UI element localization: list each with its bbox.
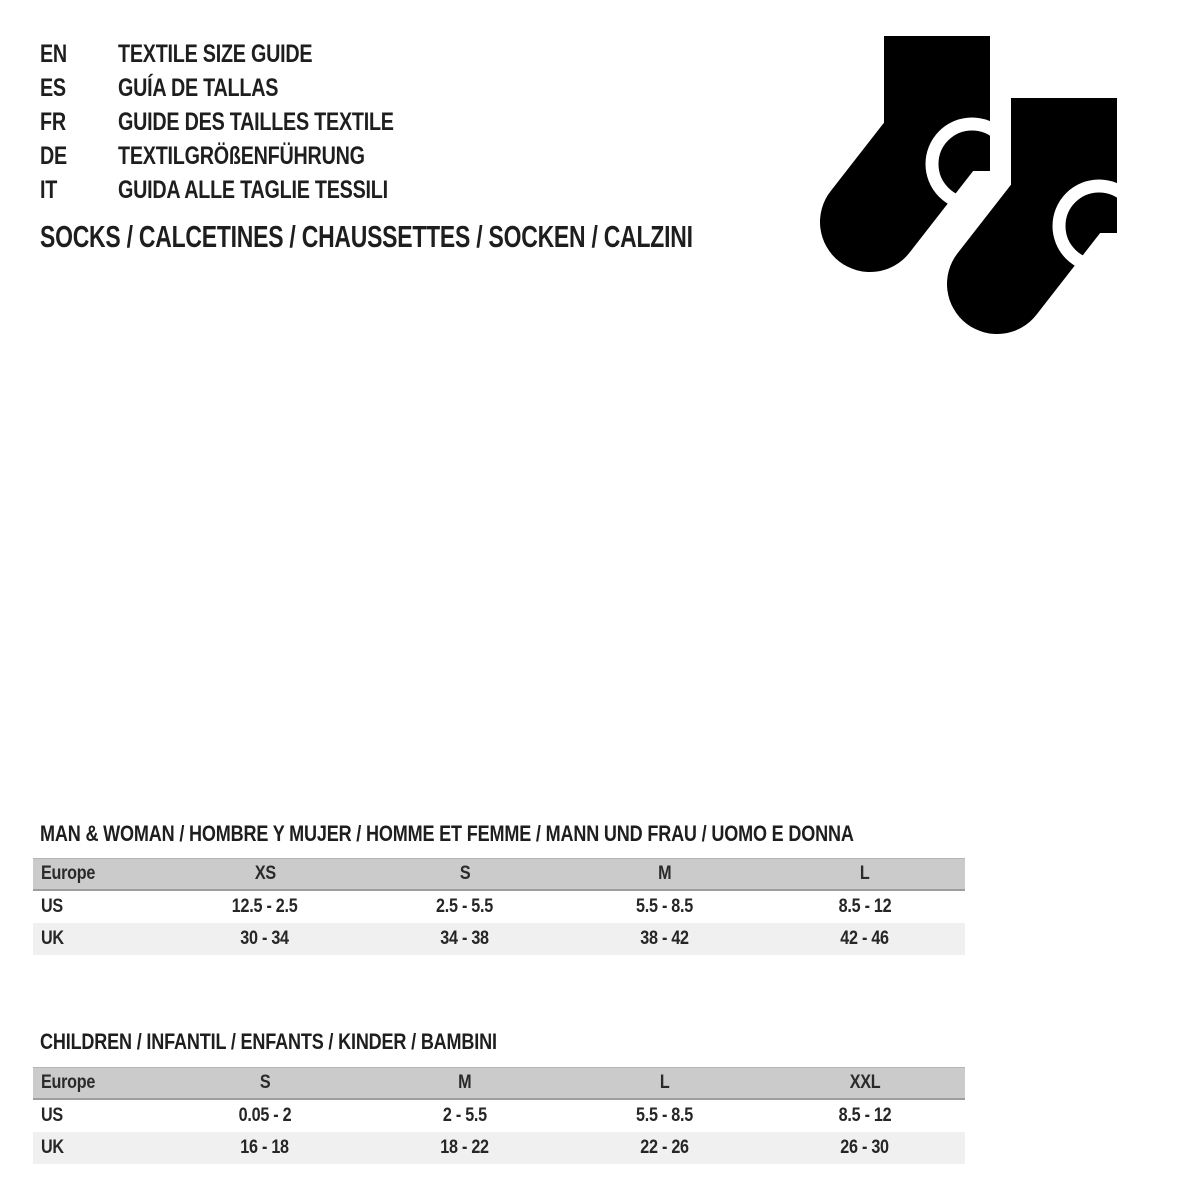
column-header-size-s: S [459, 863, 471, 884]
table-title-children: CHILDREN / INFANTIL / ENFANTS / KINDER / BAMBINI [40, 1029, 497, 1054]
row-label: US [41, 1105, 63, 1126]
column-header-size-l: L [660, 1072, 670, 1093]
language-code: FR [40, 108, 66, 136]
size-range: 2.5 - 5.5 [436, 896, 494, 917]
size-range: 38 - 42 [640, 928, 690, 949]
row-label: US [41, 896, 63, 917]
column-header-size-l: L [860, 863, 870, 884]
column-header-size-s: S [259, 1072, 271, 1093]
category-line: SOCKS / CALCETINES / CHAUSSETTES / SOCKEN / CALZINI [40, 219, 693, 254]
column-header-region: Europe [41, 863, 96, 884]
language-row-fr [40, 105, 467, 139]
size-table-children [33, 1067, 965, 1164]
size-range: 18 - 22 [440, 1137, 490, 1158]
right-sock-shape [997, 98, 1130, 284]
size-range: 42 - 46 [840, 928, 890, 949]
guide-title-es: GUÍA DE TALLAS [118, 74, 279, 102]
language-title-list [40, 37, 467, 207]
table-row-uk [33, 923, 965, 955]
language-row-it [40, 173, 467, 207]
socks-icon [810, 24, 1130, 369]
column-header-size-m: M [458, 1072, 472, 1093]
guide-title-fr: GUIDE DES TAILLES TEXTILE [118, 108, 394, 136]
size-range: 12.5 - 2.5 [232, 896, 298, 917]
size-table-adults [33, 858, 965, 955]
guide-title-de: TEXTILGRÖßENFÜHRUNG [118, 142, 365, 170]
language-code: IT [40, 176, 58, 204]
language-code: ES [40, 74, 66, 102]
column-header-size-xs: XS [254, 863, 276, 884]
size-range: 5.5 - 8.5 [636, 1105, 694, 1126]
size-range: 34 - 38 [440, 928, 490, 949]
column-header-size-xxl: XXL [849, 1072, 881, 1093]
size-range: 30 - 34 [240, 928, 290, 949]
size-range: 26 - 30 [840, 1137, 890, 1158]
table-row-us [33, 1100, 965, 1132]
language-row-es [40, 71, 467, 105]
guide-title-it: GUIDA ALLE TAGLIE TESSILI [118, 176, 388, 204]
row-label: UK [41, 928, 64, 949]
table-title-adults: MAN & WOMAN / HOMBRE Y MUJER / HOMME ET FEMME / MANN UND FRAU / UOMO E DONNA [40, 821, 854, 846]
guide-title-en: TEXTILE SIZE GUIDE [118, 40, 313, 68]
table-row-uk [33, 1132, 965, 1164]
column-header-size-m: M [658, 863, 672, 884]
size-range: 2 - 5.5 [442, 1105, 487, 1126]
language-code: EN [40, 40, 67, 68]
column-header-region: Europe [41, 1072, 96, 1093]
size-range: 5.5 - 8.5 [636, 896, 694, 917]
size-range: 22 - 26 [640, 1137, 690, 1158]
table-row-us [33, 891, 965, 923]
language-code: DE [40, 142, 67, 170]
table-header-row [33, 858, 965, 891]
left-sock-shape [870, 36, 1012, 222]
size-range: 8.5 - 12 [838, 1105, 892, 1126]
size-range: 0.05 - 2 [238, 1105, 292, 1126]
size-range: 8.5 - 12 [838, 896, 892, 917]
row-label: UK [41, 1137, 64, 1158]
table-header-row [33, 1067, 965, 1100]
size-range: 16 - 18 [240, 1137, 290, 1158]
language-row-de [40, 139, 467, 173]
language-row-en [40, 37, 467, 71]
